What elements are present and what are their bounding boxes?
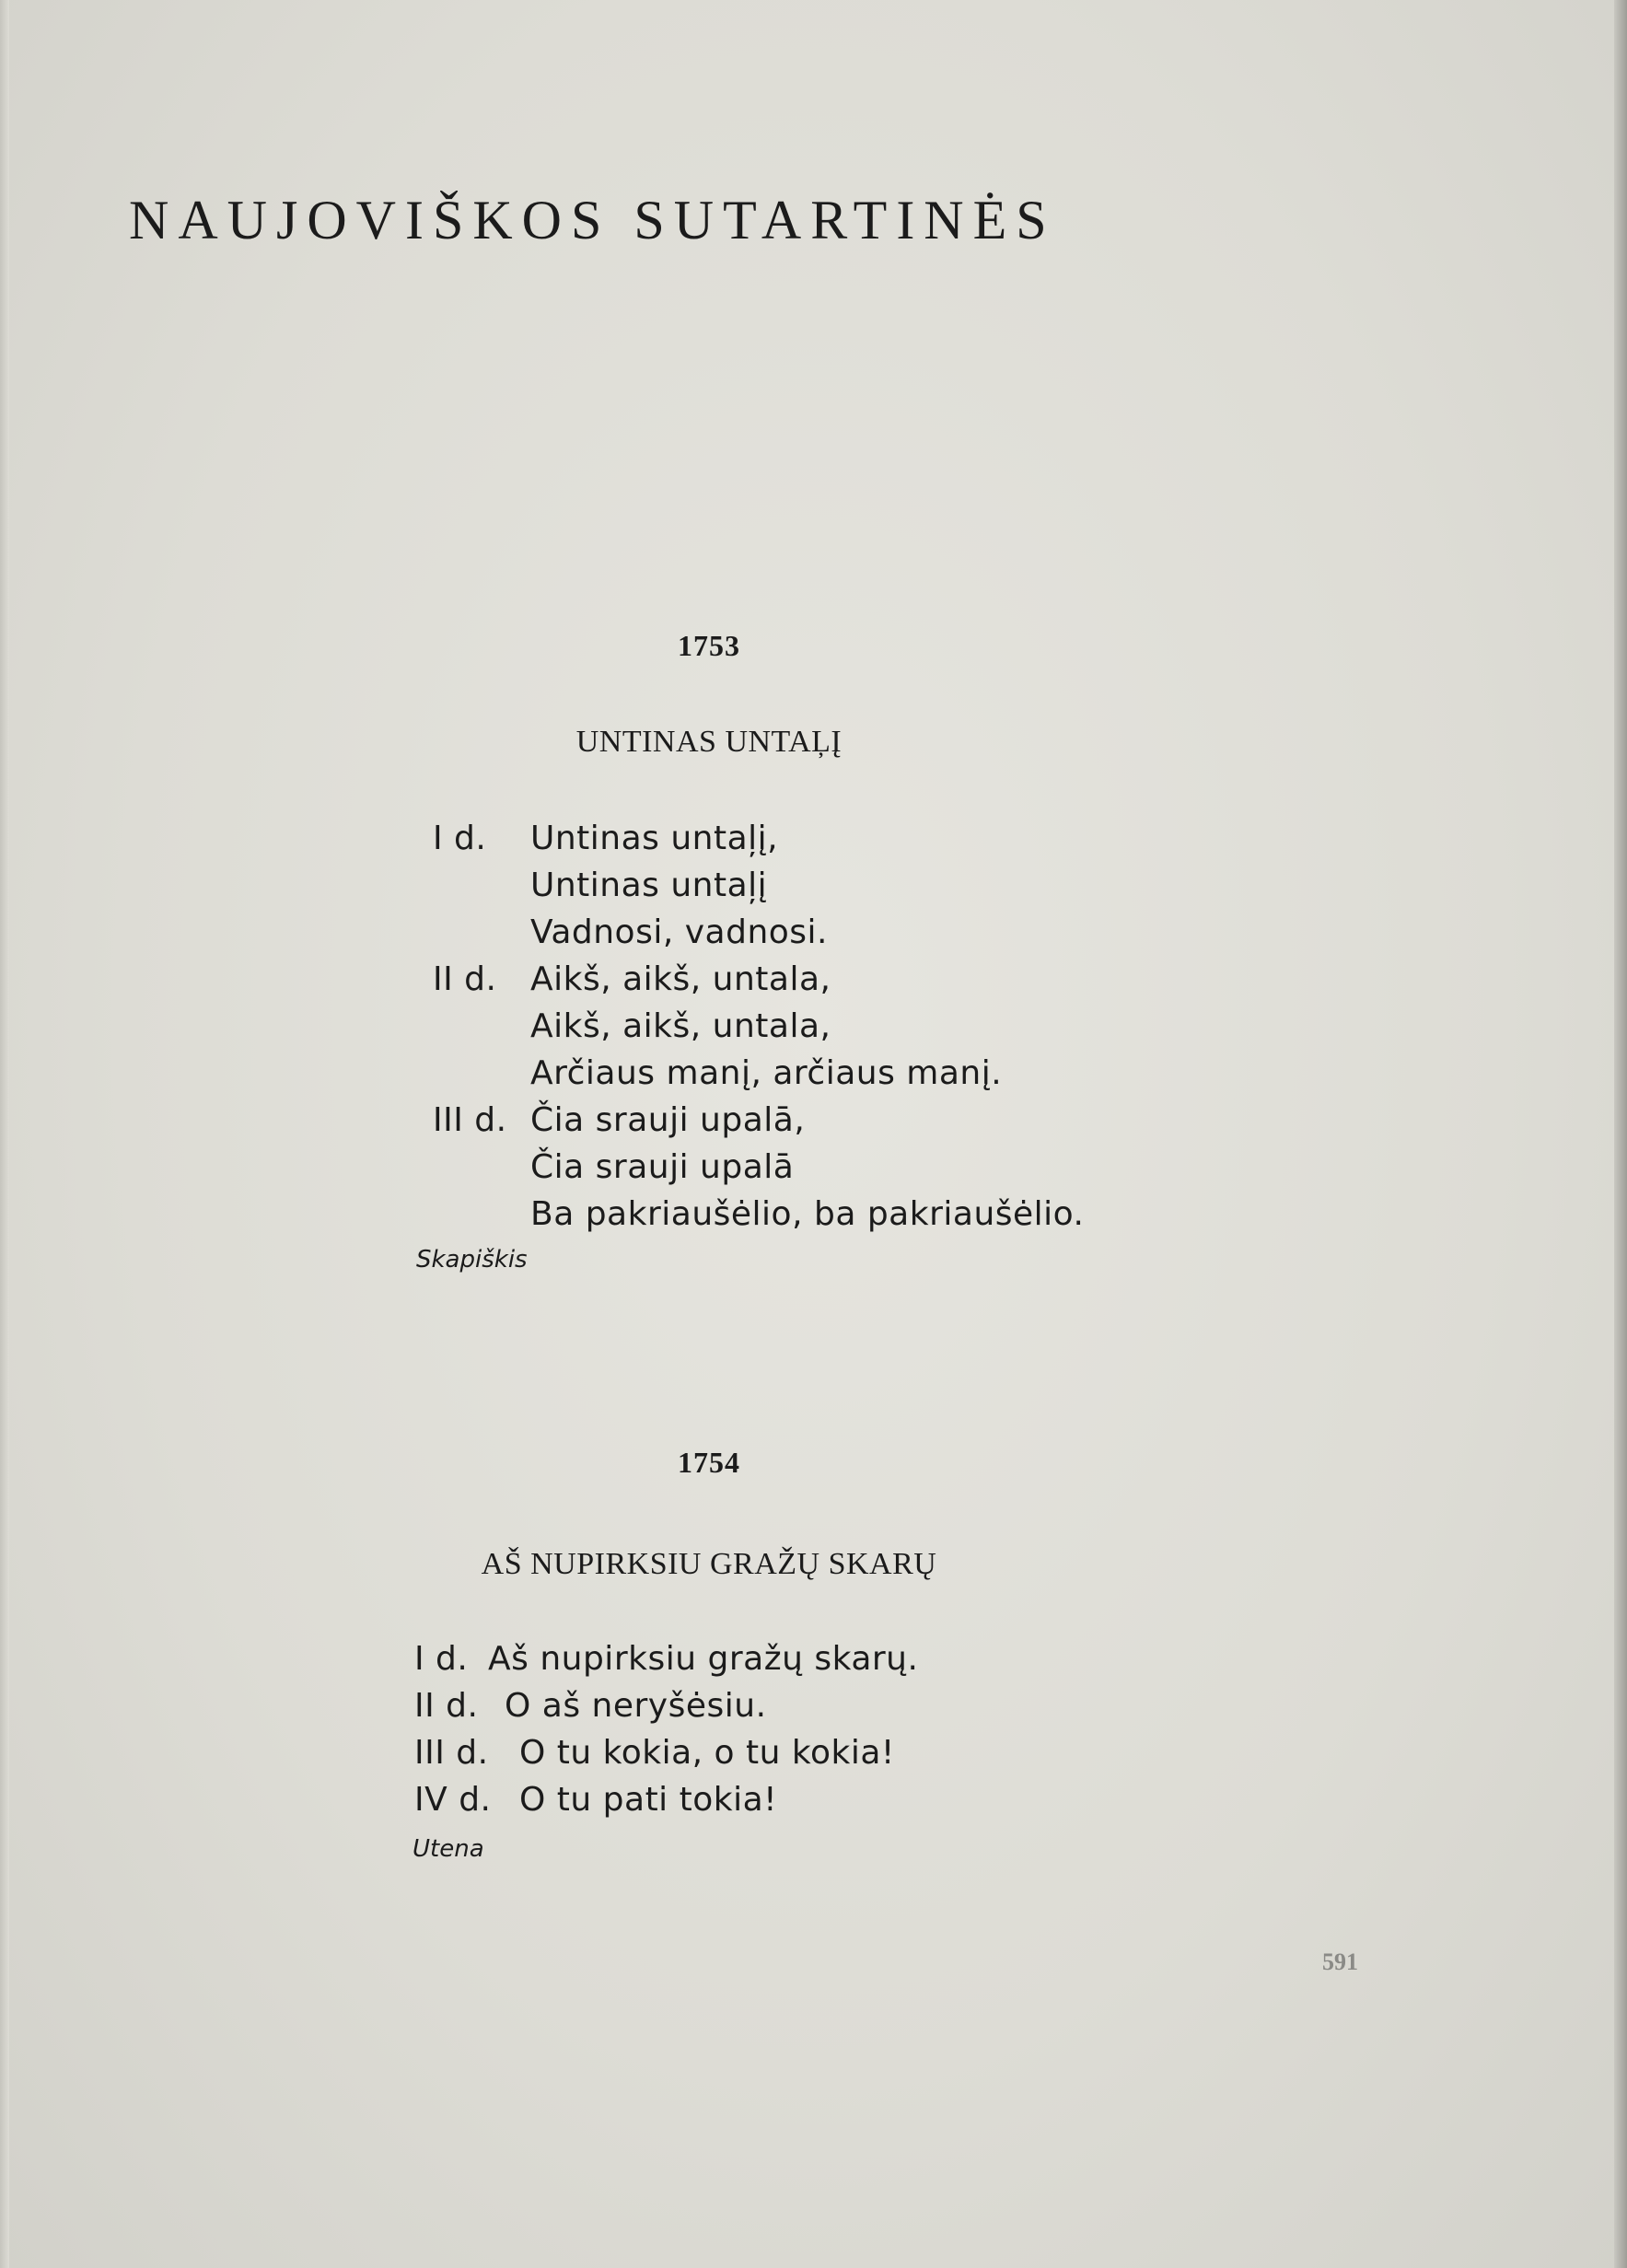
verse-line xyxy=(433,1144,1261,1191)
song-place: Skapiškis xyxy=(416,1246,528,1274)
voice-label: II d. xyxy=(433,960,497,998)
song-place: Utena xyxy=(413,1835,484,1863)
voice-label: IV d. xyxy=(414,1781,492,1819)
song-title: AŠ NUPIRKSIU GRAŽŲ SKARŲ xyxy=(481,1547,937,1581)
verse-text: Untinas untaļį xyxy=(530,866,768,904)
verse-line xyxy=(414,1729,1243,1776)
verse-text: Arčiaus manį, arčiaus manį. xyxy=(530,1054,1003,1092)
verse-text: Aikš, aikš, untala, xyxy=(530,1007,831,1045)
verse-line xyxy=(433,1050,1261,1097)
page-number: 591 xyxy=(1322,1948,1358,1975)
song-number: 1754 xyxy=(678,1446,740,1479)
verse-text: Čia srauji upalā, xyxy=(530,1101,806,1139)
verse-line xyxy=(414,1682,1243,1729)
verse-text: Čia srauji upalā xyxy=(530,1148,795,1186)
verse-text: Vadnosi, vadnosi. xyxy=(530,913,828,951)
verse-line xyxy=(433,956,1261,1003)
song-title: UNTINAS UNTAĻĮ xyxy=(575,725,843,759)
verse-line xyxy=(414,1635,1243,1682)
verse-line xyxy=(433,1003,1261,1050)
song-verse xyxy=(433,815,1261,1238)
voice-label: II d. xyxy=(414,1687,479,1725)
verse-line xyxy=(433,1191,1261,1238)
verse-text: Untinas untaļį, xyxy=(530,820,779,857)
verse-line xyxy=(433,909,1261,956)
page-left-edge xyxy=(0,0,9,2268)
verse-text: O tu kokia, o tu kokia! xyxy=(519,1734,895,1772)
voice-label: I d. xyxy=(414,1640,469,1678)
song-verse xyxy=(414,1635,1243,1823)
verse-line xyxy=(414,1776,1243,1823)
voice-label: III d. xyxy=(433,1101,507,1139)
song-number: 1753 xyxy=(678,629,740,662)
verse-line xyxy=(433,1097,1261,1144)
verse-text: O aš neryšėsiu. xyxy=(505,1687,767,1725)
voice-label: III d. xyxy=(414,1734,489,1772)
section-title: NAUJOVIŠKOS SUTARTINĖS xyxy=(129,190,1056,250)
verse-line xyxy=(433,862,1261,909)
voice-label: I d. xyxy=(433,820,487,857)
verse-text: Ba pakriaušėlio, ba pakriaušėlio. xyxy=(530,1195,1085,1233)
verse-text: Aš nupirksiu gražų skarų. xyxy=(488,1640,919,1678)
verse-line xyxy=(433,815,1261,862)
verse-text: O tu pati tokia! xyxy=(519,1781,778,1819)
page-right-edge xyxy=(1614,0,1627,2268)
verse-text: Aikš, aikš, untala, xyxy=(530,960,831,998)
